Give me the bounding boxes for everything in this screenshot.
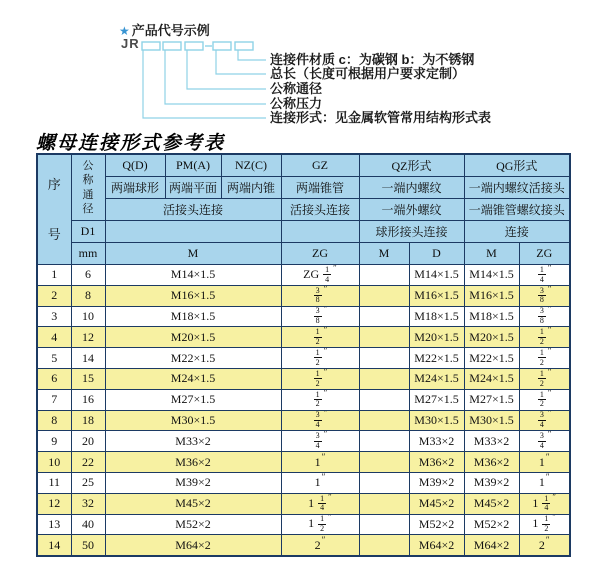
- col-header-qg-m: M: [464, 243, 519, 265]
- gz-zg-cell: [281, 410, 359, 431]
- qg-zg-cell: [519, 410, 570, 431]
- code-box: [185, 42, 203, 50]
- subheader-inner-cone: 两端内锥: [221, 177, 281, 199]
- inch-mark: ″: [547, 306, 552, 315]
- diagram-title-text: 产品代号示例: [131, 23, 210, 38]
- inch-mark: ″: [321, 451, 326, 462]
- qz-m-cell: [359, 285, 409, 306]
- col-header-pma: PM(A): [165, 154, 221, 177]
- header-empty-cell: [105, 221, 281, 243]
- qz-d-cell: M30×1.5: [409, 410, 464, 431]
- fraction: $\frac{1}{4}$: [320, 493, 325, 513]
- dn-cell: 15: [71, 368, 105, 389]
- qz-d-cell: M24×1.5: [409, 368, 464, 389]
- dn-cell: 16: [71, 389, 105, 410]
- qz-m-cell: [359, 410, 409, 431]
- m-thread-cell: M27×1.5: [105, 389, 281, 410]
- qg-zg-cell: [519, 348, 570, 369]
- seq-cell: 5: [37, 348, 71, 369]
- table-row: [37, 431, 570, 452]
- table-row: [37, 327, 570, 348]
- dn-cell: 18: [71, 410, 105, 431]
- star-icon: ★: [119, 24, 130, 38]
- subheader-connect: 连接: [464, 221, 570, 243]
- dn-cell: 40: [71, 514, 105, 535]
- qz-m-cell: [359, 535, 409, 556]
- col-header-m-wide: M: [105, 243, 281, 265]
- connector-line: [238, 50, 266, 60]
- inch-mark: ″: [547, 389, 552, 398]
- seq-cell: 12: [37, 493, 71, 514]
- qz-m-cell: [359, 327, 409, 348]
- table-row: [37, 472, 570, 493]
- qz-d-cell: M36×2: [409, 452, 464, 473]
- fraction: $\frac{1}{2}$: [320, 514, 325, 534]
- fraction: $\frac{1}{2}$: [539, 347, 544, 367]
- table-row: [37, 410, 570, 431]
- qz-d-cell: M45×2: [409, 493, 464, 514]
- seq-cell: 2: [37, 285, 71, 306]
- qz-m-cell: [359, 472, 409, 493]
- col-header-gz: GZ: [281, 154, 359, 177]
- inch-mark: ″: [328, 514, 332, 523]
- m-thread-cell: M36×2: [105, 452, 281, 473]
- fraction: $\frac{1}{2}$: [315, 327, 320, 347]
- qg-m-cell: M45×2: [464, 493, 519, 514]
- gz-zg-cell: ZG $\frac{1}{4}$ ″: [281, 265, 359, 286]
- seq-cell: 4: [37, 327, 71, 348]
- qg-zg-cell: 1″: [519, 472, 570, 493]
- col-header-d1: D1: [71, 221, 105, 243]
- qz-d-cell: M16×1.5: [409, 285, 464, 306]
- qz-m-cell: [359, 514, 409, 535]
- qg-zg-cell: [519, 285, 570, 306]
- qz-d-cell: M33×2: [409, 431, 464, 452]
- table-row: [37, 285, 570, 306]
- subheader-male-thread: 一端外螺纹: [359, 199, 464, 221]
- fraction: $\frac{1}{4}$: [544, 493, 549, 513]
- seq-cell: 9: [37, 431, 71, 452]
- diagram-label-material: 连接件材质 c：为碳钢 b：为不锈钢: [270, 52, 475, 67]
- inch-mark: ″: [321, 472, 326, 483]
- gz-zg-cell: [281, 389, 359, 410]
- inch-mark: ″: [545, 451, 550, 462]
- inch-mark: ″: [323, 347, 328, 356]
- seq-cell: 3: [37, 306, 71, 327]
- table-row: [37, 368, 570, 389]
- qg-m-cell: M52×2: [464, 514, 519, 535]
- qg-zg-cell: [519, 306, 570, 327]
- col-header-diameter: 公称通径: [71, 154, 105, 221]
- qg-zg-cell: 1 $\frac{1}{2}$ ″: [519, 514, 570, 535]
- col-header-qg: QG形式: [464, 154, 570, 177]
- dn-cell: 6: [71, 265, 105, 286]
- gz-zg-cell: 1″: [281, 452, 359, 473]
- qz-d-cell: M22×1.5: [409, 348, 464, 369]
- gz-zg-cell: [281, 348, 359, 369]
- qg-zg-cell: [519, 265, 570, 286]
- subheader-taper-pipe: 两端锥管: [281, 177, 359, 199]
- seq-cell: 1: [37, 265, 71, 286]
- diagram-label-diameter: 公称通径: [270, 81, 323, 96]
- qz-m-cell: [359, 368, 409, 389]
- fraction: $\frac{1}{2}$: [539, 368, 544, 388]
- m-thread-cell: M45×2: [105, 493, 281, 514]
- fraction: $\frac{1}{2}$: [539, 389, 544, 409]
- qz-d-cell: M39×2: [409, 472, 464, 493]
- m-thread-cell: M22×1.5: [105, 348, 281, 369]
- fraction: $\frac{1}{4}$: [325, 264, 330, 284]
- fraction: $\frac{3}{8}$: [315, 285, 320, 305]
- inch-mark: ″: [545, 472, 550, 483]
- qg-zg-cell: [519, 327, 570, 348]
- inch-mark: ″: [323, 410, 328, 419]
- qz-m-cell: [359, 348, 409, 369]
- fraction: $\frac{3}{4}$: [315, 410, 320, 430]
- subheader-female-union: 一端内螺纹活接头: [464, 177, 570, 199]
- table-title: 螺母连接形式参考表: [36, 133, 226, 154]
- inch-mark: ″: [321, 534, 326, 545]
- inch-mark: ″: [323, 368, 328, 377]
- inch-mark: ″: [547, 326, 552, 336]
- qg-m-cell: M24×1.5: [464, 368, 519, 389]
- col-header-qg-zg: ZG: [519, 243, 570, 265]
- fraction: $\frac{3}{8}$: [539, 285, 544, 305]
- inch-mark: ″: [547, 285, 552, 294]
- inch-mark: ″: [547, 368, 552, 377]
- m-thread-cell: M24×1.5: [105, 368, 281, 389]
- gz-zg-cell: 1″: [281, 472, 359, 493]
- inch-mark: ″: [328, 493, 332, 502]
- subheader-union-connect-1: 活接头连接: [105, 199, 281, 221]
- seq-cell: 13: [37, 514, 71, 535]
- qz-d-cell: M14×1.5: [409, 265, 464, 286]
- subheader-union-connect-2: 活接头连接: [281, 199, 359, 221]
- subheader-ball-ends: 两端球形: [105, 177, 165, 199]
- diagram-label-connection: 连接形式：见金属软管常用结构形式表: [270, 110, 492, 125]
- qg-m-cell: M18×1.5: [464, 306, 519, 327]
- qg-m-cell: M20×1.5: [464, 327, 519, 348]
- subheader-taper-thread-joint: 一端锥管螺纹接头: [464, 199, 570, 221]
- qg-m-cell: M33×2: [464, 431, 519, 452]
- table-row: [37, 493, 570, 514]
- fraction: $\frac{1}{4}$: [539, 264, 544, 284]
- m-thread-cell: M64×2: [105, 535, 281, 556]
- m-thread-cell: M39×2: [105, 472, 281, 493]
- m-thread-cell: M18×1.5: [105, 306, 281, 327]
- m-thread-cell: M20×1.5: [105, 327, 281, 348]
- diagram-label-length: 总长（长度可根据用户要求定制）: [270, 66, 466, 81]
- code-box: [235, 42, 253, 50]
- qg-m-cell: M39×2: [464, 472, 519, 493]
- dn-cell: 10: [71, 306, 105, 327]
- table-body: [37, 265, 570, 557]
- subheader-flat-ends: 两端平面: [165, 177, 221, 199]
- table-row: [37, 535, 570, 556]
- qz-m-cell: [359, 431, 409, 452]
- fraction: $\frac{1}{2}$: [544, 514, 549, 534]
- seq-cell: 6: [37, 368, 71, 389]
- code-prefix: JR: [121, 36, 140, 51]
- col-header-qz-m: M: [359, 243, 409, 265]
- qg-m-cell: M64×2: [464, 535, 519, 556]
- qg-m-cell: M16×1.5: [464, 285, 519, 306]
- inch-mark: ″: [545, 534, 550, 545]
- subheader-female-thread: 一端内螺纹: [359, 177, 464, 199]
- dn-cell: 32: [71, 493, 105, 514]
- qg-m-cell: M36×2: [464, 452, 519, 473]
- qz-d-cell: M20×1.5: [409, 327, 464, 348]
- dn-cell: 20: [71, 431, 105, 452]
- inch-mark: ″: [323, 389, 328, 398]
- inch-mark: ″: [552, 493, 557, 502]
- dn-cell: 8: [71, 285, 105, 306]
- qg-zg-cell: [519, 368, 570, 389]
- dn-cell: 25: [71, 472, 105, 493]
- inch-mark: ″: [323, 285, 328, 294]
- seq-cell: 14: [37, 535, 71, 556]
- fraction: $\frac{3}{4}$: [539, 410, 544, 430]
- qg-zg-cell: [519, 389, 570, 410]
- col-header-qz-d: D: [409, 243, 464, 265]
- dn-cell: 22: [71, 452, 105, 473]
- fraction: $\frac{3}{8}$: [539, 306, 544, 326]
- diagram-label-pressure: 公称压力: [270, 96, 323, 111]
- inch-mark: ″: [333, 264, 337, 273]
- fraction: $\frac{3}{4}$: [539, 431, 544, 451]
- qg-m-cell: M30×1.5: [464, 410, 519, 431]
- fraction: $\frac{1}{2}$: [539, 327, 544, 347]
- fraction: $\frac{1}{2}$: [315, 347, 320, 367]
- seq-cell: 10: [37, 452, 71, 473]
- m-thread-cell: M16×1.5: [105, 285, 281, 306]
- qz-d-cell: M18×1.5: [409, 306, 464, 327]
- dn-cell: 14: [71, 348, 105, 369]
- col-header-mm: mm: [71, 243, 105, 265]
- qz-m-cell: [359, 493, 409, 514]
- inch-mark: ″: [547, 347, 552, 356]
- col-header-nzc: NZ(C): [221, 154, 281, 177]
- qz-d-cell: M64×2: [409, 535, 464, 556]
- qg-m-cell: M14×1.5: [464, 265, 519, 286]
- qz-m-cell: [359, 452, 409, 473]
- gz-zg-cell: 1 $\frac{1}{2}$ ″: [281, 514, 359, 535]
- m-thread-cell: M52×2: [105, 514, 281, 535]
- inch-mark: ″: [323, 306, 328, 315]
- seq-cell: 11: [37, 472, 71, 493]
- inch-mark: ″: [547, 410, 552, 419]
- qz-m-cell: [359, 265, 409, 286]
- seq-cell: 8: [37, 410, 71, 431]
- gz-zg-cell: [281, 368, 359, 389]
- qg-zg-cell: [519, 431, 570, 452]
- gz-zg-cell: [281, 306, 359, 327]
- dn-cell: 50: [71, 535, 105, 556]
- qg-zg-cell: 2″: [519, 535, 570, 556]
- fraction: $\frac{3}{4}$: [315, 431, 320, 451]
- code-box: [163, 42, 181, 50]
- table-header: [37, 154, 570, 265]
- inch-mark: ″: [547, 430, 552, 440]
- qg-zg-cell: 1 $\frac{1}{4}$ ″: [519, 493, 570, 514]
- table-row: [37, 452, 570, 473]
- table-row: [37, 306, 570, 327]
- qz-m-cell: [359, 389, 409, 410]
- qg-m-cell: M27×1.5: [464, 389, 519, 410]
- col-header-zg-1: ZG: [281, 243, 359, 265]
- header-empty-cell: [281, 221, 359, 243]
- connector-line: [187, 50, 266, 89]
- col-header-qz: QZ形式: [359, 154, 464, 177]
- qz-d-cell: M52×2: [409, 514, 464, 535]
- m-thread-cell: M33×2: [105, 431, 281, 452]
- table-row: [37, 265, 570, 286]
- gz-zg-cell: 2″: [281, 535, 359, 556]
- fraction: $\frac{1}{2}$: [315, 368, 320, 388]
- subheader-ball-joint-connect: 球形接头连接: [359, 221, 464, 243]
- code-box: [142, 42, 160, 50]
- gz-zg-cell: [281, 327, 359, 348]
- col-header-seq: 序号: [37, 154, 71, 265]
- qg-zg-cell: 1″: [519, 452, 570, 473]
- nut-connection-table: [36, 153, 571, 557]
- col-header-qd: Q(D): [105, 154, 165, 177]
- code-box: [213, 42, 231, 50]
- fraction: $\frac{3}{8}$: [315, 306, 320, 326]
- table-row: [37, 389, 570, 410]
- gz-zg-cell: [281, 431, 359, 452]
- inch-mark: ″: [323, 326, 328, 336]
- fraction: $\frac{1}{2}$: [315, 389, 320, 409]
- m-thread-cell: M14×1.5: [105, 265, 281, 286]
- gz-zg-cell: 1 $\frac{1}{4}$ ″: [281, 493, 359, 514]
- inch-mark: ″: [552, 514, 557, 523]
- gz-zg-cell: [281, 285, 359, 306]
- connector-line: [216, 50, 266, 74]
- qg-m-cell: M22×1.5: [464, 348, 519, 369]
- inch-mark: ″: [547, 264, 552, 273]
- dn-cell: 12: [71, 327, 105, 348]
- m-thread-cell: M30×1.5: [105, 410, 281, 431]
- table-row: [37, 514, 570, 535]
- qz-m-cell: [359, 306, 409, 327]
- inch-mark: ″: [323, 430, 328, 440]
- qz-d-cell: M27×1.5: [409, 389, 464, 410]
- seq-cell: 7: [37, 389, 71, 410]
- table-row: [37, 348, 570, 369]
